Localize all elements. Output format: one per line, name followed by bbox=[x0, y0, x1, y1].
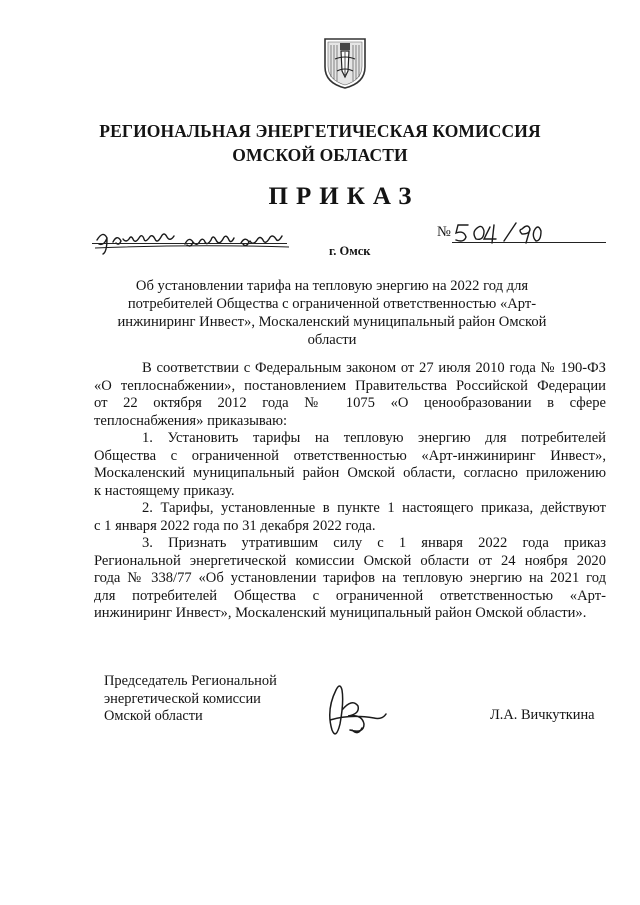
position-line: Председатель Региональной bbox=[104, 673, 277, 689]
item-3-line: года № 338/77 «Об установлении тарифов на тепловую энергию на 2021 год bbox=[94, 570, 606, 586]
subject-line: потребителей Общества с ограниченной ответственностью «Арт- bbox=[127, 296, 537, 312]
omsk-coat-of-arms-icon bbox=[323, 37, 367, 89]
subject-line: Об установлении тарифа на тепловую энергию на 2022 год для bbox=[135, 278, 529, 294]
date-underline bbox=[92, 243, 287, 244]
organization-region: ОМСКОЙ ОБЛАСТИ bbox=[232, 145, 408, 165]
number-label: № bbox=[437, 224, 451, 240]
order-subject bbox=[112, 277, 552, 349]
item-3-line: 3. Признать утратившим силу с 1 января 2022 года приказ bbox=[142, 535, 606, 551]
item-3-line: инжиниринг Инвест», Москаленский муниципальный район Омской области». bbox=[94, 605, 587, 621]
item-1-line: Москаленский муниципальный район Омской области, согласно приложению bbox=[94, 465, 606, 481]
body-line: «О теплоснабжении», постановлением Правительства Российской Федерации bbox=[94, 377, 606, 394]
subject-line: области bbox=[307, 332, 357, 348]
handwritten-date bbox=[93, 222, 291, 256]
position-line: энергетической комиссии bbox=[104, 690, 261, 707]
body-line: от 22 октября 2012 года № 1075 «О ценообразовании в сфере bbox=[94, 395, 606, 411]
item-1-line: 1. Установить тарифы на тепловую энергию для потребителей bbox=[142, 430, 606, 446]
item-1-line: к настоящему приказу. bbox=[94, 482, 235, 499]
document-type-title: ПРИКАЗ bbox=[268, 183, 420, 210]
item-3-line: Региональной энергетической комиссии Омской области от 24 ноября 2020 bbox=[94, 552, 606, 569]
position-line: Омской области bbox=[104, 708, 203, 724]
item-2-line: 2. Тарифы, установленные в пункте 1 настоящего приказа, действуют bbox=[142, 500, 606, 516]
body-line: теплоснабжения» приказываю: bbox=[94, 412, 288, 429]
item-2-line: с 1 января 2022 года по 31 декабря 2022 года. bbox=[94, 517, 376, 534]
body-line: В соответствии с Федеральным законом от 27 июля 2010 года № 190-ФЗ bbox=[142, 360, 606, 376]
handwritten-signature bbox=[322, 680, 392, 744]
item-1-line: Общества с ограниченной ответственностью «Арт-инжиниринг Инвест», bbox=[94, 447, 606, 464]
item-3-line: для потребителей Общества с ограниченной ответственностью «Арт- bbox=[94, 587, 606, 604]
subject-line: инжиниринг Инвест», Москаленский муниципальный район Омской bbox=[117, 314, 547, 330]
order-body bbox=[94, 360, 606, 623]
signatory-position bbox=[104, 673, 277, 726]
city-label: г. Омск bbox=[329, 244, 371, 258]
number-underline bbox=[452, 242, 606, 243]
signatory-name: Л.А. Вичкуткина bbox=[490, 707, 595, 723]
organization-name: РЕГИОНАЛЬНАЯ ЭНЕРГЕТИЧЕСКАЯ КОМИССИЯ bbox=[99, 121, 541, 141]
